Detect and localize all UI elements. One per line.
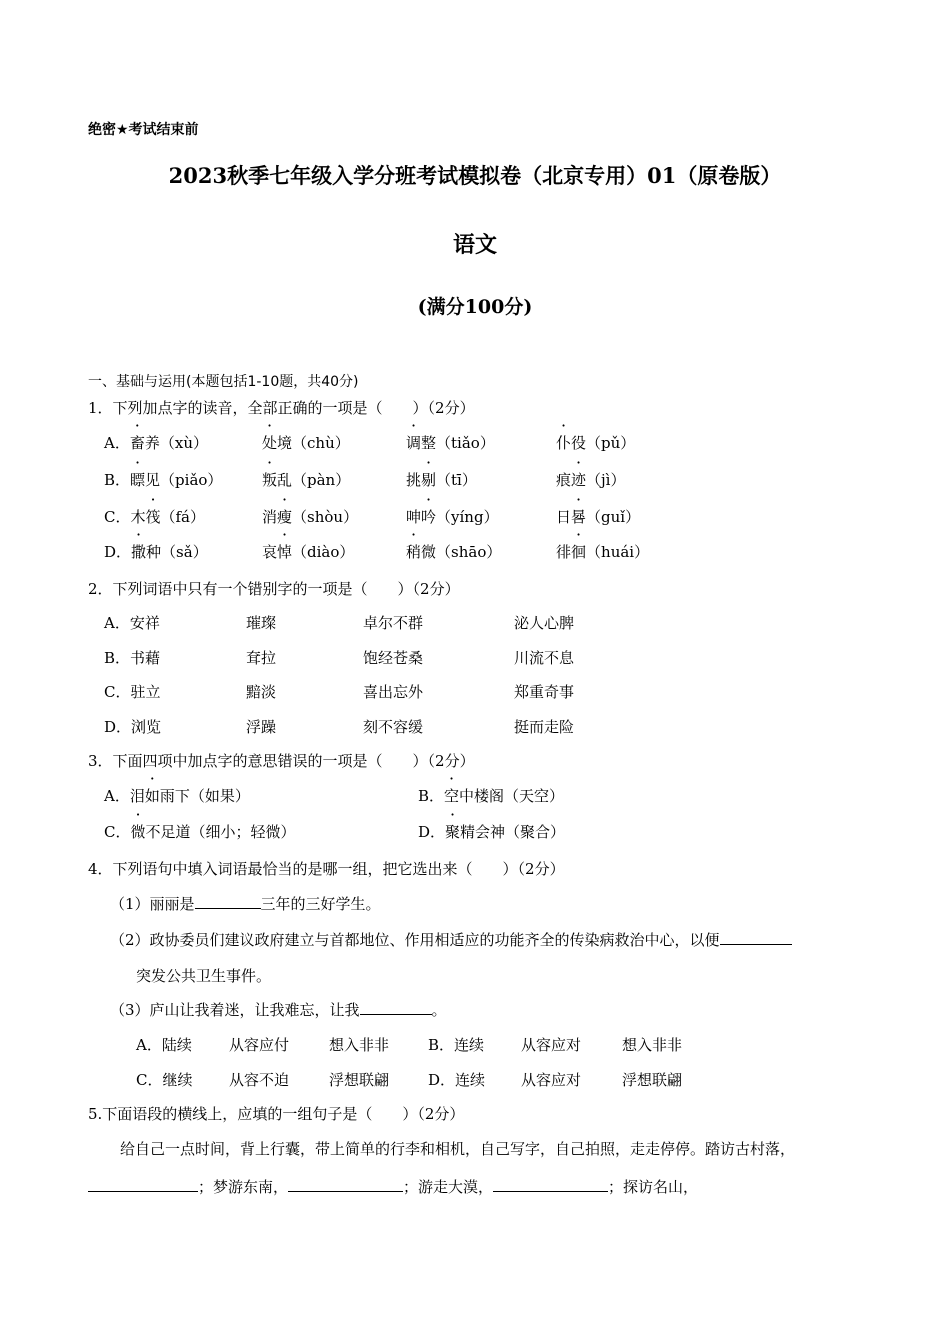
question-4-sentence-2: （2）政协委员们建议政府建立与首都地位、作用相适应的功能齐全的传染病救治中心，以便 — [110, 929, 792, 950]
question-2-option-item: 卓尔不群 — [363, 614, 424, 632]
question-4-option-d-2: 从容应对 — [521, 1071, 582, 1089]
question-2-option-item: D．浏览 — [104, 718, 162, 736]
question-4-option-b-3: 想入非非 — [622, 1036, 683, 1054]
question-4-option-c-3: 浮想联翩 — [329, 1071, 390, 1089]
question-2-option-item: 饱经苍桑 — [363, 649, 424, 667]
question-2-option-item: 璀璨 — [246, 614, 277, 632]
question-1-option-item: B．瞟见（piǎo） — [104, 471, 223, 489]
question-2-option-item: 刻不容缓 — [363, 718, 424, 736]
question-1-option-item: 哀悼（diào） — [262, 543, 355, 561]
question-4-option-c-2: 从容不迫 — [229, 1071, 290, 1089]
question-3-option-a: A．泪如雨下（如果） — [104, 787, 250, 805]
question-4-option-b-2: 从容应对 — [521, 1036, 582, 1054]
fill-blank[interactable] — [195, 894, 261, 909]
question-2-option-item: 泌人心脾 — [514, 614, 575, 632]
fill-blank[interactable] — [288, 1177, 403, 1192]
question-4-stem: 4．下列语句中填入词语最恰当的是哪一组，把它选出来（ ）（2分） — [88, 860, 565, 878]
question-1-option-item: C．木筏（fá） — [104, 508, 205, 526]
section-heading: 一、基础与运用(本题包括1-10题，共40分) — [88, 374, 359, 390]
question-1-option-item: 处境（chù） — [262, 434, 350, 452]
question-2-option-item: A．安祥 — [104, 614, 160, 632]
exam-title: 2023秋季七年级入学分班考试模拟卷（北京专用）01（原卷版） — [168, 163, 782, 188]
fill-blank[interactable] — [88, 1177, 198, 1192]
question-1-option-item: D．撒种（sǎ） — [104, 543, 208, 561]
question-3-option-d: D．聚精会神（聚合） — [418, 823, 566, 841]
question-5-passage-line-2: ；梦游东南， ；游走大漠， ；探访名山， — [88, 1176, 698, 1197]
question-1-option-item: 挑剔（tī） — [406, 471, 477, 489]
question-2-option-item: 耷拉 — [246, 649, 277, 667]
question-1-stem: 1．下列加点字的读音，全部正确的一项是（ ）（2分） — [88, 399, 475, 417]
question-1-option-item: 稍微（shāo） — [406, 543, 502, 561]
question-4-option-d-1: D．连续 — [428, 1071, 486, 1089]
question-1-option-item: 痕迹（jì） — [556, 471, 626, 489]
question-4-sentence-2-cont: 突发公共卫生事件。 — [136, 967, 272, 985]
question-3-option-c: C．微不足道（细小；轻微） — [104, 823, 296, 841]
question-2-option-item: B．书藉 — [104, 649, 161, 667]
question-2-option-item: C．驻立 — [104, 683, 161, 701]
question-1-option-item: 叛乱（pàn） — [262, 471, 351, 489]
question-1-option-item: 消瘦（shòu） — [262, 508, 359, 526]
subject-title: 语文 — [452, 232, 497, 258]
question-3-stem: 3．下面四项中加点字的意思错误的一项是（ ）（2分） — [88, 752, 475, 770]
confidential-label: 绝密★考试结束前 — [88, 122, 199, 138]
question-1-option-item: 呻吟（yíng） — [406, 508, 499, 526]
question-1-option-item: 日晷（guǐ） — [556, 508, 641, 526]
question-3-option-b: B．空中楼阁（天空） — [418, 787, 565, 805]
question-2-option-item: 喜出忘外 — [363, 683, 424, 701]
question-4-option-a-3: 想入非非 — [329, 1036, 390, 1054]
question-1-option-item: 徘徊（huái） — [556, 543, 650, 561]
question-2-stem: 2．下列词语中只有一个错别字的一项是（ ）（2分） — [88, 580, 460, 598]
question-4-sentence-3: （3）庐山让我着迷，让我难忘，让我 。 — [110, 1001, 447, 1019]
fill-blank[interactable] — [720, 930, 792, 945]
question-1-option-item: 调整（tiǎo） — [406, 434, 495, 452]
fill-blank[interactable] — [493, 1177, 608, 1192]
question-5-passage-line-1: 给自己一点时间，背上行囊，带上简单的行李和相机，自己写字，自己拍照，走走停停。踏访古村落， — [120, 1140, 796, 1158]
question-4-sentence-1: （1）丽丽是 三年的三好学生。 — [110, 895, 381, 913]
question-4-option-c-1: C．继续 — [136, 1071, 193, 1089]
question-4-option-b-1: B．连续 — [428, 1036, 485, 1054]
question-2-option-item: 浮躁 — [246, 718, 277, 736]
question-2-option-item: 川流不息 — [514, 649, 575, 667]
question-1-option-item: 仆役（pǔ） — [556, 434, 636, 452]
question-5-stem: 5.下面语段的横线上，应填的一组句子是（ ）（2分） — [88, 1105, 465, 1123]
question-1-option-item: A．畜养（xù） — [104, 434, 208, 452]
question-4-option-a-2: 从容应付 — [229, 1036, 290, 1054]
fill-blank[interactable] — [360, 1000, 432, 1015]
question-4-option-a-1: A．陆续 — [136, 1036, 192, 1054]
full-score: (满分100分) — [417, 296, 533, 318]
question-2-option-item: 挺而走险 — [514, 718, 575, 736]
question-2-option-item: 郑重奇事 — [514, 683, 575, 701]
question-4-option-d-3: 浮想联翩 — [622, 1071, 683, 1089]
question-2-option-item: 黯淡 — [246, 683, 277, 701]
